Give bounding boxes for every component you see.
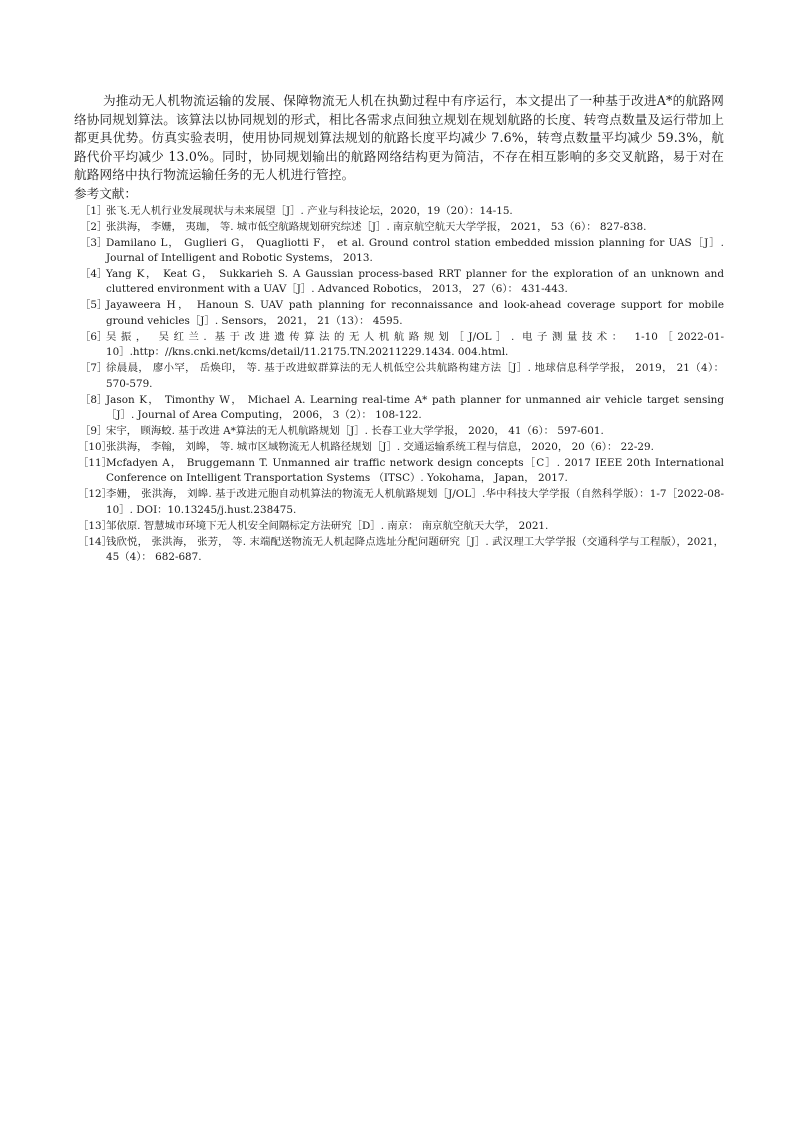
reference-text: 宋宇， 顾海蛟. 基于改进 A*算法的无人机航路规划［J］. 长春工业大学学报， 2020， 41（6）： 597-601. (106, 425, 604, 437)
reference-number: ［6］ (80, 330, 108, 343)
reference-item (74, 361, 724, 392)
reference-number: ［5］ (80, 299, 108, 312)
reference-item (74, 330, 724, 361)
reference-item (74, 519, 724, 534)
reference-text: 张洪海， 李翰， 刘皞， 等. 城市区域物流无人机路径规划［J］. 交通运输系统工程与信息， 2020， 20（6）： 22-29. (106, 441, 654, 453)
reference-item (74, 440, 724, 455)
reference-text: 邹依原. 智慧城市环境下无人机安全间隔标定方法研究［D］. 南京： 南京航空航天大学， 2021. (106, 519, 549, 532)
reference-text: Jason K， Timonthy W， Michael A. Learning real-time A* path planner for unmanned air vehicle target sensing［J］. Journal of Area Computing， 2006， 3（2）： 108-122. (106, 393, 724, 421)
reference-item (74, 424, 724, 439)
reference-number: ［9］ (80, 425, 108, 437)
reference-number: ［14］ (78, 535, 113, 548)
reference-text: Damilano L， Guglieri G， Quagliotti F， et al. Ground control station embedded mission planning for UAS［J］. Journal of Intelligent and Robotic Systems， 2013. (106, 236, 724, 264)
reference-item (74, 267, 724, 298)
reference-item (74, 220, 724, 235)
reference-text: Mcfadyen A， Bruggemann T. Unmanned air traffic network design concepts［C］. 2017 IEEE 20th International Conference on Intelligent Transportation Systems （ITSC）. Yokohama， Japan， 2017. (106, 457, 724, 485)
reference-text: Jayaweera H， Hanoun S. UAV path planning for reconnaissance and look-ahead coverage support for mobile ground vehicles［J］. Sensors， 2021， 21（13）： 4595. (106, 299, 724, 327)
reference-number: ［3］ (80, 236, 108, 249)
reference-item (74, 236, 724, 267)
reference-list (74, 204, 724, 566)
reference-item (74, 204, 724, 219)
reference-number: ［8］ (80, 393, 108, 406)
reference-text: 徐晨晨， 廖小罕， 岳焕印， 等. 基于改进蚁群算法的无人机低空公共航路构建方法［J］. 地球信息科学学报， 2019， 21（4）： 570-579. (106, 362, 724, 390)
reference-item (74, 456, 724, 487)
paper-page (74, 92, 724, 566)
reference-number: ［13］ (78, 519, 113, 532)
reference-text: 张飞.无人机行业发展现状与未来展望［J］. 产业与科技论坛，2020，19（20）：14-15. (106, 204, 513, 217)
reference-text: 吴振， 吴红兰. 基于改进遗传算法的无人机航路规划［J/OL］. 电子测量技术： 1-10［2022-01-10］.http：//kns.cnki.net/kcms/detail/11.2175.TN.20211229.1434. 004.html. (106, 330, 724, 359)
reference-item (74, 298, 724, 329)
reference-number: ［10］ (78, 441, 113, 453)
reference-text: 张洪海， 李姗， 夷珈， 等. 城市低空航路规划研究综述［J］. 南京航空航天大学学报， 2021， 53（6）： 827-838. (106, 220, 647, 233)
reference-number: ［11］ (78, 457, 113, 469)
conclusion-paragraph: 为推动无人机物流运输的发展、保障物流无人机在执勤过程中有序运行，本文提出了一种基于改进A*的航路网络协同规划算法。该算法以协同规划的形式，相比各需求点间独立规划在规划航路的长度、转弯点数量及运行带加上都更具优势。仿真实验表明，使用协同规划算法规划的航路长度平均减少 7.6%，转弯点数量平均减少 59.3%，航路代价平均减少 13.0%。同时，协同规划输出的航路网络结构更为简洁，不存在相互影响的多交叉航路，易于对在航路网络中执行物流运输任务的无人机进行管控。 (74, 93, 724, 183)
reference-number: ［2］ (80, 220, 108, 233)
reference-number: ［12］ (78, 488, 113, 501)
reference-number: ［4］ (80, 267, 108, 280)
reference-text: 钱欣悦， 张洪海， 张芳， 等. 末端配送物流无人机起降点选址分配问题研究［J］. 武汉理工大学学报（交通科学与工程版），2021， 45（4）： 682-687. (106, 535, 724, 564)
reference-text: 李姗， 张洪海， 刘皞. 基于改进元胞自动机算法的物流无人机航路规划［J/OL］.华中科技大学学报（自然科学版）：1-7［2022-08-10］. DOI：10.13245/j.hust.238475. (106, 488, 724, 516)
reference-item (74, 487, 724, 518)
reference-number: ［7］ (80, 362, 108, 375)
references-heading: 参考文献： (74, 185, 137, 201)
reference-item (74, 393, 724, 424)
reference-text: Yang K， Keat G， Sukkarieh S. A Gaussian process-based RRT planner for the exploration of an unknown and cluttered environment with a UAV［J］. Advanced Robotics， 2013， 27（6）： 431-443. (106, 267, 724, 296)
reference-item (74, 535, 724, 566)
reference-number: ［1］ (80, 204, 108, 217)
